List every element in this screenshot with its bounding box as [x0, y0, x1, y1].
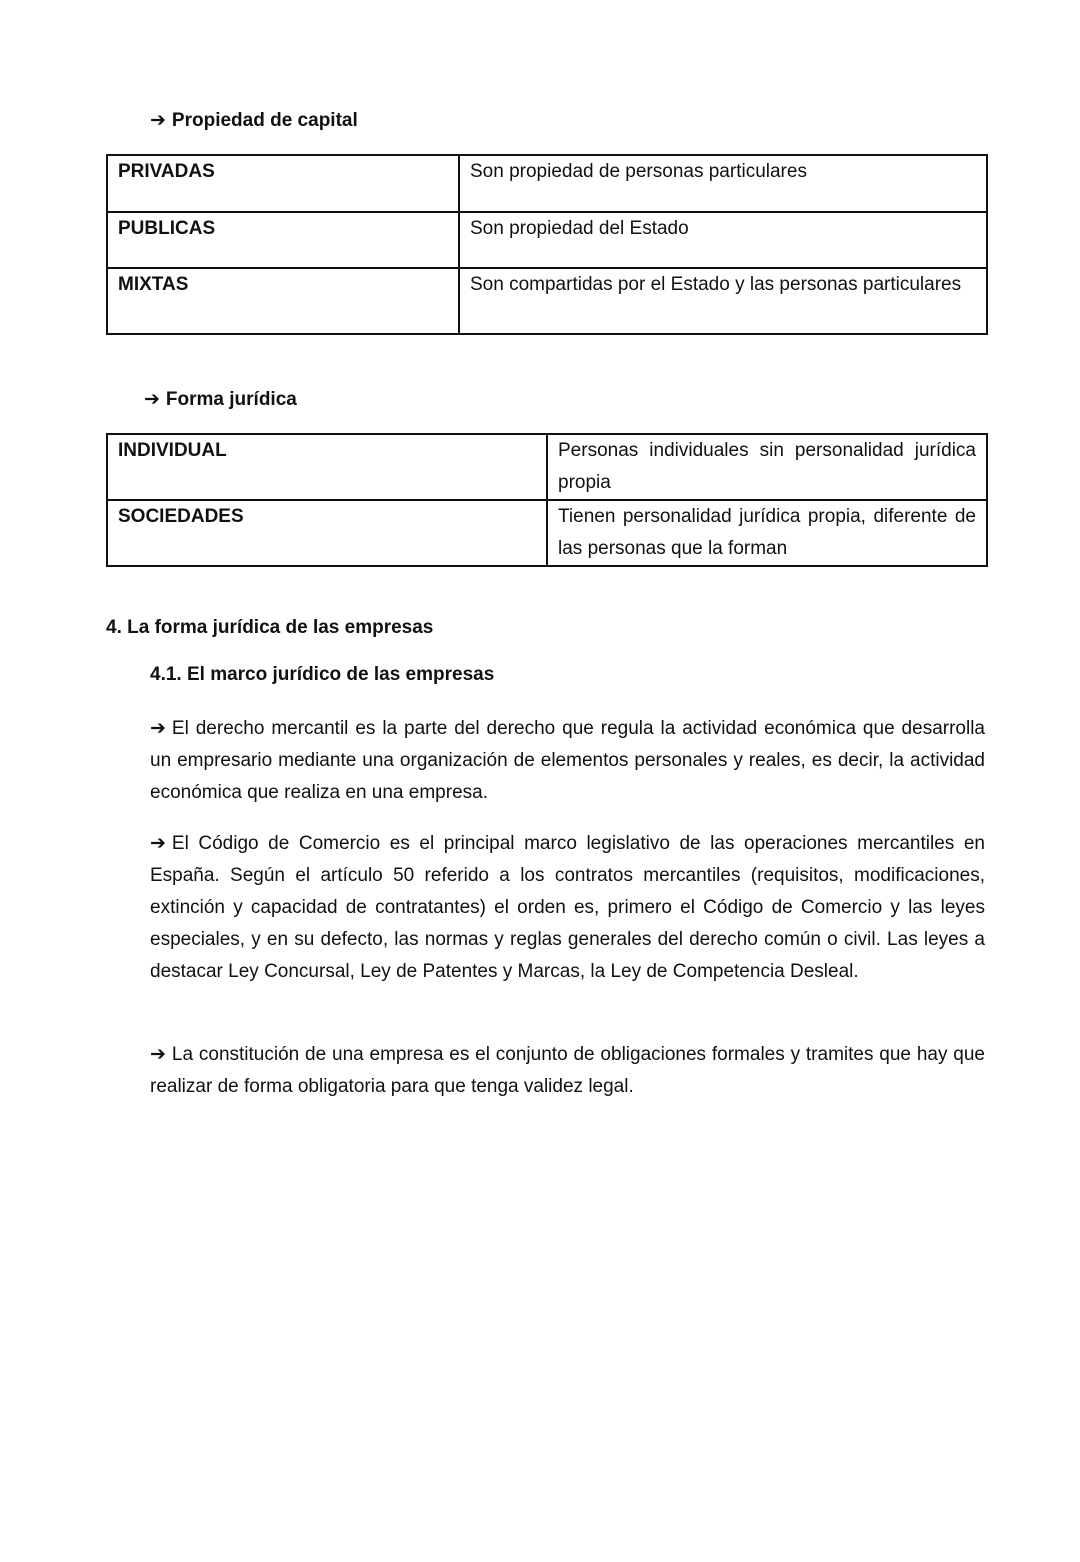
table-cell-key: PRIVADAS: [107, 155, 459, 212]
arrow-icon: ➔: [150, 717, 166, 739]
arrow-icon: ➔: [150, 832, 166, 854]
paragraph: [150, 712, 985, 809]
table-cell-value: Son compartidas por el Estado y las personas particulares: [459, 268, 987, 334]
table-row: [107, 212, 987, 268]
arrow-icon: ➔: [150, 1043, 166, 1065]
table-cell-key: SOCIEDADES: [107, 500, 547, 566]
table-row: [107, 155, 987, 212]
section-heading-propiedad: [150, 106, 358, 135]
table-row: [107, 500, 987, 566]
table-cell-key: PUBLICAS: [107, 212, 459, 268]
paragraph-text: El Código de Comercio es el principal marco legislativo de las operaciones mercantiles en España. Según el artículo 50 referido a los contratos mercantiles (requisitos, modificaciones, extinción y capacidad de contratantes) el orden es, primero el Código de Comercio y las leyes especiales, y en su defecto, las normas y reglas generales del derecho común o civil. Las leyes a destacar Ley Concursal, Ley de Patentes y Marcas, la Ley de Competencia Desleal.: [150, 833, 985, 982]
paragraph-text: La constitución de una empresa es el conjunto de obligaciones formales y tramites que hay que realizar de forma obligatoria para que tenga validez legal.: [150, 1044, 985, 1097]
propiedad-table: [106, 154, 988, 335]
section-heading-label: Forma jurídica: [165, 389, 297, 410]
arrow-icon: ➔: [144, 388, 160, 410]
table-cell-key: INDIVIDUAL: [107, 434, 547, 500]
table-cell-key: MIXTAS: [107, 268, 459, 334]
table-cell-value: Son propiedad del Estado: [459, 212, 987, 268]
paragraph-text: El derecho mercantil es la parte del derecho que regula la actividad económica que desarrolla un empresario mediante una organización de elementos personales y reales, es decir, la actividad económica que realiza en una empresa.: [150, 718, 985, 803]
chapter-subtitle: 4.1. El marco jurídico de las empresas: [150, 664, 495, 685]
table-row: [107, 268, 987, 334]
section-heading-forma: [144, 385, 297, 414]
section-heading-label: Propiedad de capital: [171, 110, 358, 131]
table-row: [107, 434, 987, 500]
arrow-icon: ➔: [150, 109, 166, 131]
forma-table: [106, 433, 988, 567]
chapter-title: 4. La forma jurídica de las empresas: [106, 617, 434, 638]
table-cell-value: Son propiedad de personas particulares: [459, 155, 987, 212]
paragraph: [150, 1038, 985, 1103]
table-cell-value: Tienen personalidad jurídica propia, diferente de las personas que la forman: [547, 500, 987, 566]
paragraph: [150, 827, 985, 988]
table-cell-value: Personas individuales sin personalidad jurídica propia: [547, 434, 987, 500]
